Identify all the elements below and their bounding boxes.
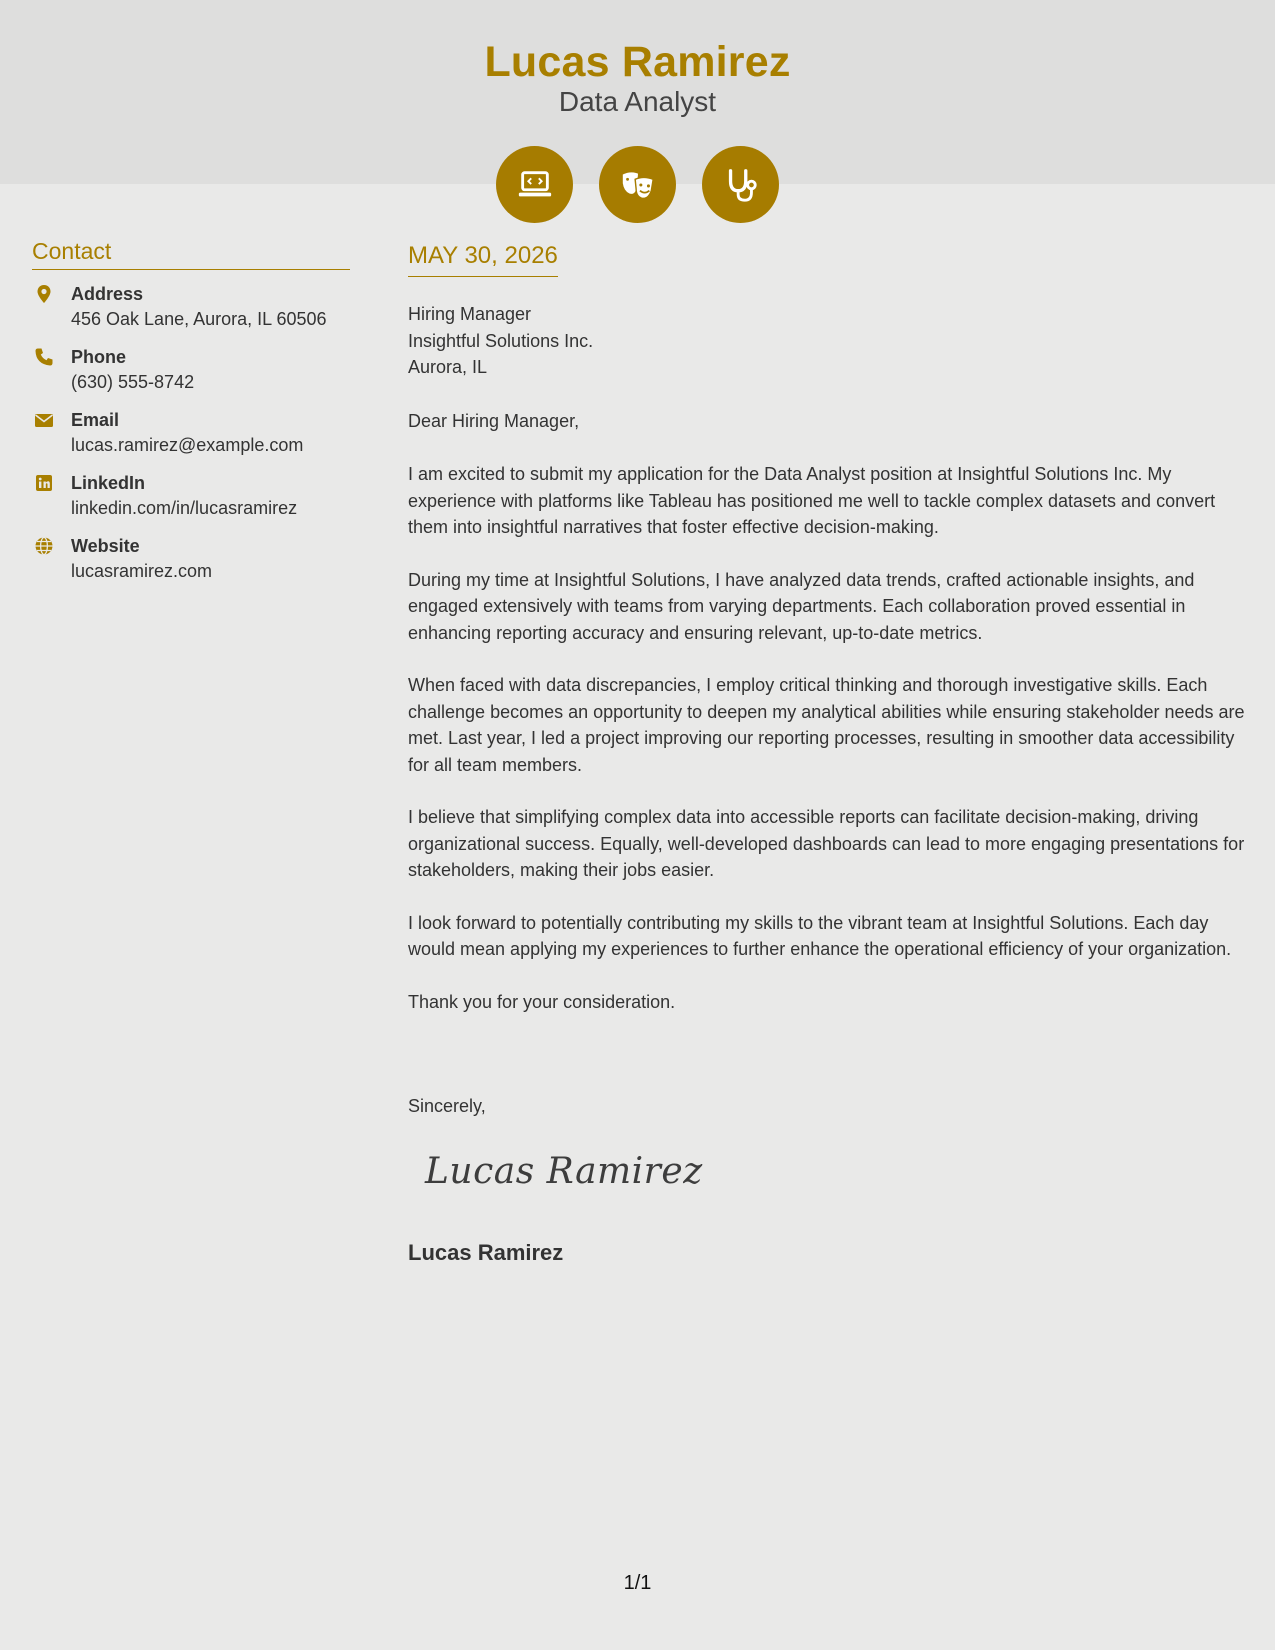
recipient-line: Aurora, IL — [408, 357, 488, 377]
stethoscope-icon — [702, 146, 779, 223]
linkedin-icon — [34, 473, 54, 493]
contact-value: linkedin.com/in/lucasramirez — [71, 498, 298, 518]
laptop-code-icon — [496, 146, 573, 223]
page-number: 1/1 — [623, 1572, 652, 1594]
contact-label: LinkedIn — [71, 473, 146, 493]
contact-label: Website — [71, 536, 140, 556]
contact-value: lucasramirez.com — [71, 561, 213, 581]
letter-body — [408, 461, 1248, 1041]
contact-email — [32, 410, 362, 473]
contact-heading: Contact — [32, 238, 350, 270]
phone-icon — [34, 347, 54, 367]
body-paragraph: Thank you for your consideration. — [408, 991, 676, 1012]
signed-name: Lucas Ramirez — [408, 1240, 564, 1265]
envelope-icon — [34, 410, 54, 430]
handwritten-signature: Lucas Ramirez — [425, 1151, 703, 1192]
body-paragraph: During my time at Insightful Solutions, I have analyzed data trends, crafted actionable insights, and engaged extensively with teams from varying departments. Each collaboration proved essential in enhancing reporting accuracy and ensuring relevant, up-to-date metrics. — [408, 569, 1195, 643]
recipient-block — [408, 301, 593, 381]
body-paragraph: When faced with data discrepancies, I employ critical thinking and thorough investigative skills. Each challenge becomes an opportunity to deepen my analytical abilities while ensuring stakeholder needs are met. Last year, I led a project improving our reporting processes, resulting in smoother data accessibility for all team members. — [408, 675, 1245, 775]
contact-list — [32, 284, 362, 599]
body-paragraph: I look forward to potentially contributing my skills to the vibrant team at Insightful Solutions. Each day would mean applying my experiences to further enhance the operational efficiency of your organization. — [408, 912, 1232, 959]
recipient-line: Hiring Manager — [408, 304, 532, 324]
contact-value: lucas.ramirez@example.com — [71, 435, 304, 455]
map-pin-icon — [34, 284, 54, 304]
recipient-line: Insightful Solutions Inc. — [408, 330, 594, 351]
contact-phone — [32, 347, 362, 410]
closing: Sincerely, — [408, 1096, 486, 1116]
salutation: Dear Hiring Manager, — [408, 411, 580, 431]
letter-date: MAY 30, 2026 — [408, 242, 558, 277]
contact-label: Address — [71, 284, 144, 304]
contact-label: Phone — [71, 347, 127, 367]
body-paragraph: I believe that simplifying complex data into accessible reports can facilitate decision-making, driving organizational success. Equally, well-developed dashboards can lead to more engaging presentations for stakeholders, making their jobs easier. — [408, 807, 1245, 880]
contact-linkedin — [32, 473, 362, 536]
contact-value: (630) 555-8742 — [71, 372, 195, 392]
applicant-name: Lucas Ramirez — [484, 38, 791, 86]
contact-website — [32, 536, 362, 599]
theater-masks-icon — [599, 146, 676, 223]
contact-address — [32, 284, 362, 347]
header-icons — [496, 146, 779, 223]
globe-icon — [34, 536, 54, 556]
contact-value: 456 Oak Lane, Aurora, IL 60506 — [71, 309, 327, 329]
contact-label: Email — [71, 410, 120, 430]
body-paragraph: I am excited to submit my application for the Data Analyst position at Insightful Solutions Inc. My experience with platforms like Tableau has positioned me well to tackle complex datasets and convert them into insightful narratives that foster effective decision-making. — [408, 464, 1216, 537]
applicant-role: Data Analyst — [558, 86, 717, 117]
